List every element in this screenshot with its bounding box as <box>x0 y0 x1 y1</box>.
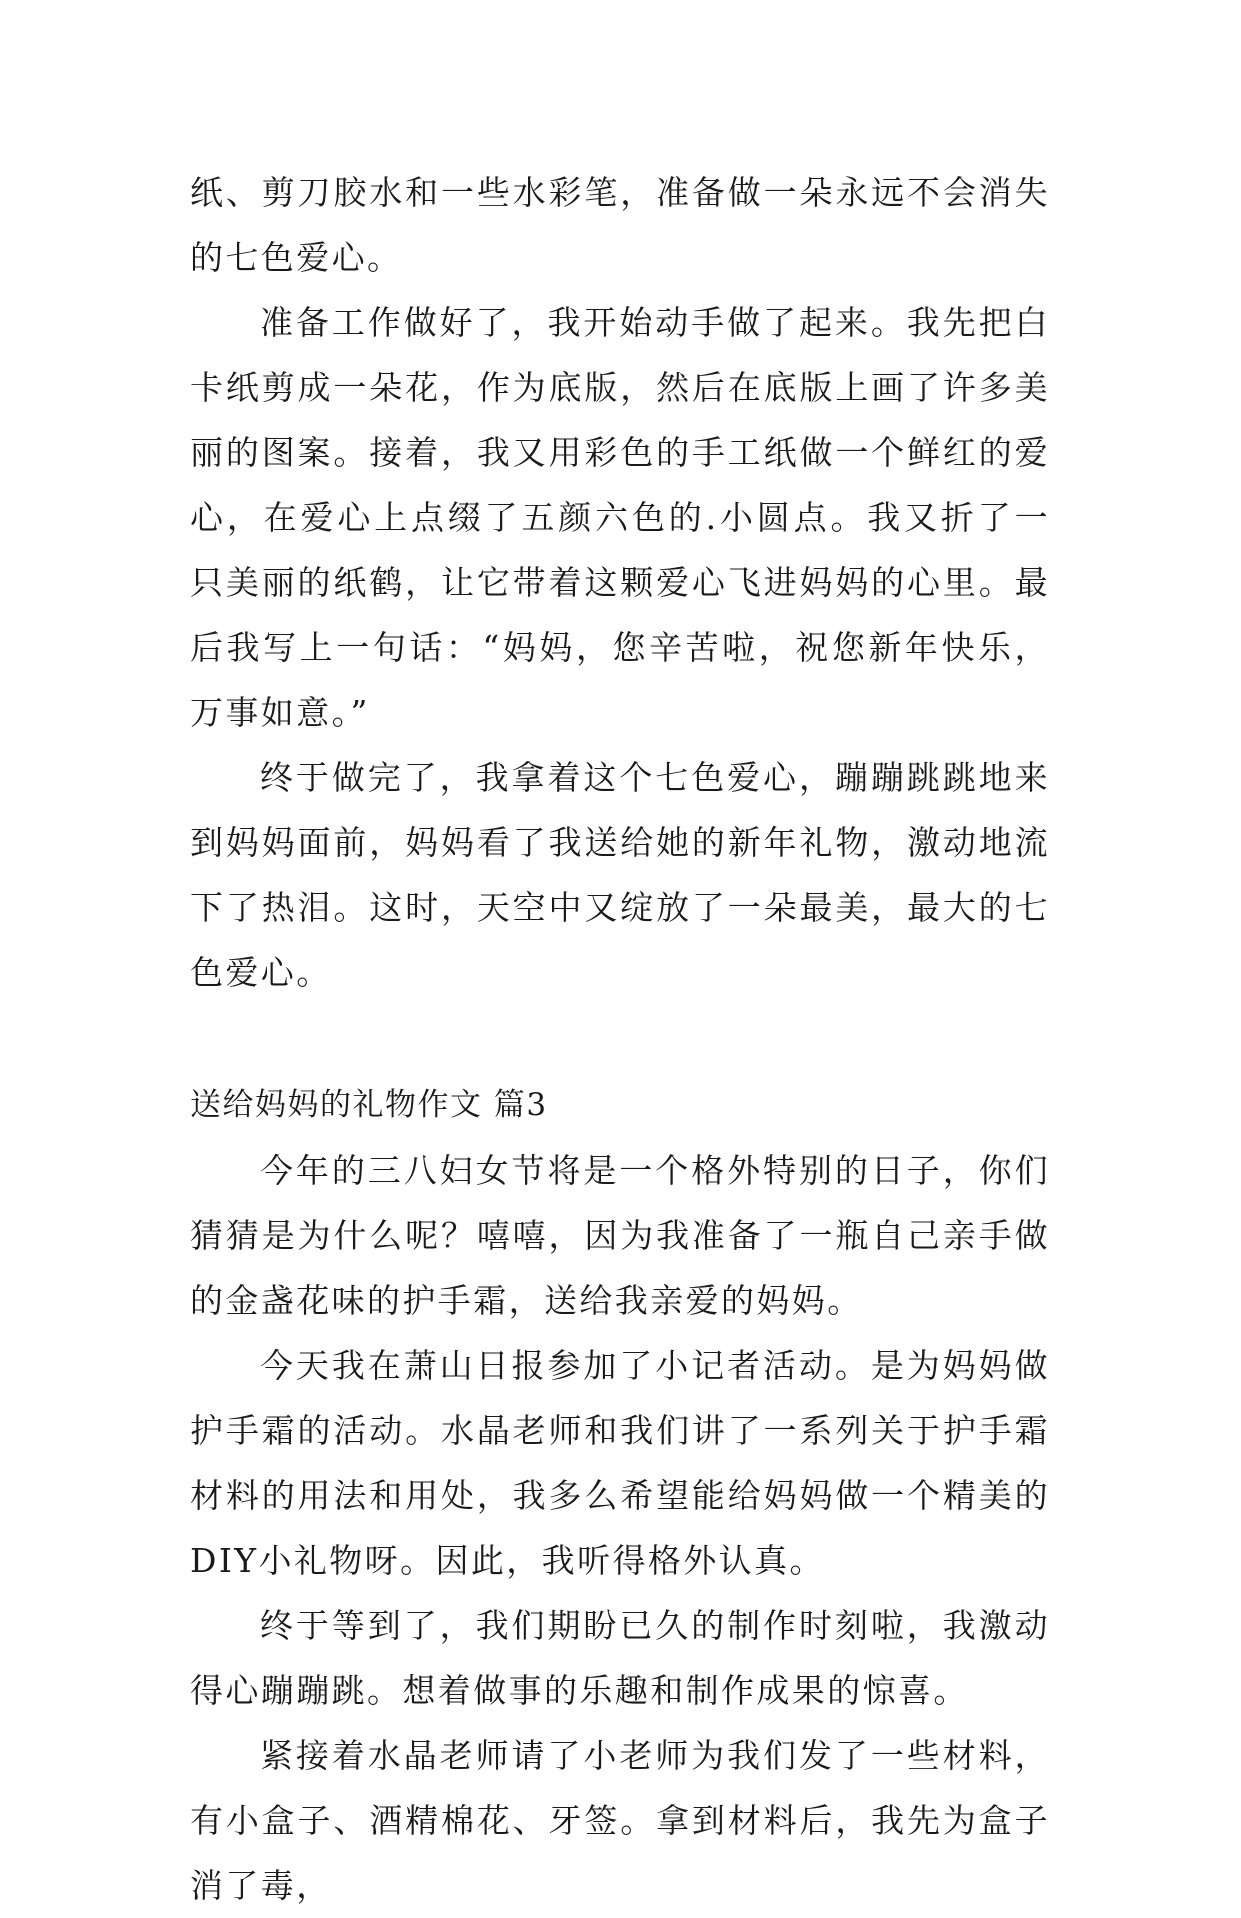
paragraph-1: 纸、剪刀胶水和一些水彩笔，准备做一朵永远不会消失的七色爱心。 <box>190 173 1050 277</box>
paragraph-2: 准备工作做好了，我开始动手做了起来。我先把白卡纸剪成一朵花，作为底版，然后在底版上画了许多美丽的图案。接着，我又用彩色的手工纸做一个鲜红的爱心，在爱心上点缀了五颜六色的.小圆点。我又折了一只美丽的纸鹤，让它带着这颗爱心飞进妈妈的心里。最后我写上一句话：“妈妈，您辛苦啦，祝您新年快乐，万事如意。” <box>190 303 1050 732</box>
paragraph-6: 终于等到了，我们期盼已久的制作时刻啦，我激动得心蹦蹦跳。想着做事的乐趣和制作成果的惊喜。 <box>190 1606 1050 1710</box>
document-body <box>190 160 1050 1918</box>
section-title: 送给妈妈的礼物作文 篇3 <box>190 1087 548 1123</box>
paragraph-3: 终于做完了，我拿着这个七色爱心，蹦蹦跳跳地来到妈妈面前，妈妈看了我送给她的新年礼物，激动地流下了热泪。这时，天空中又绽放了一朵最美，最大的七色爱心。 <box>190 758 1050 992</box>
paragraph-7: 紧接着水晶老师请了小老师为我们发了一些材料，有小盒子、酒精棉花、牙签。拿到材料后，我先为盒子消了毒， <box>190 1736 1050 1905</box>
paragraph-5: 今天我在萧山日报参加了小记者活动。是为妈妈做护手霜的活动。水晶老师和我们讲了一系列关于护手霜材料的用法和用处，我多么希望能给妈妈做一个精美的DIY小礼物呀。因此，我听得格外认真。 <box>190 1346 1050 1580</box>
paragraph-4: 今年的三八妇女节将是一个格外特别的日子，你们猜猜是为什么呢？嘻嘻，因为我准备了一瓶自己亲手做的金盏花味的护手霜，送给我亲爱的妈妈。 <box>190 1151 1050 1320</box>
